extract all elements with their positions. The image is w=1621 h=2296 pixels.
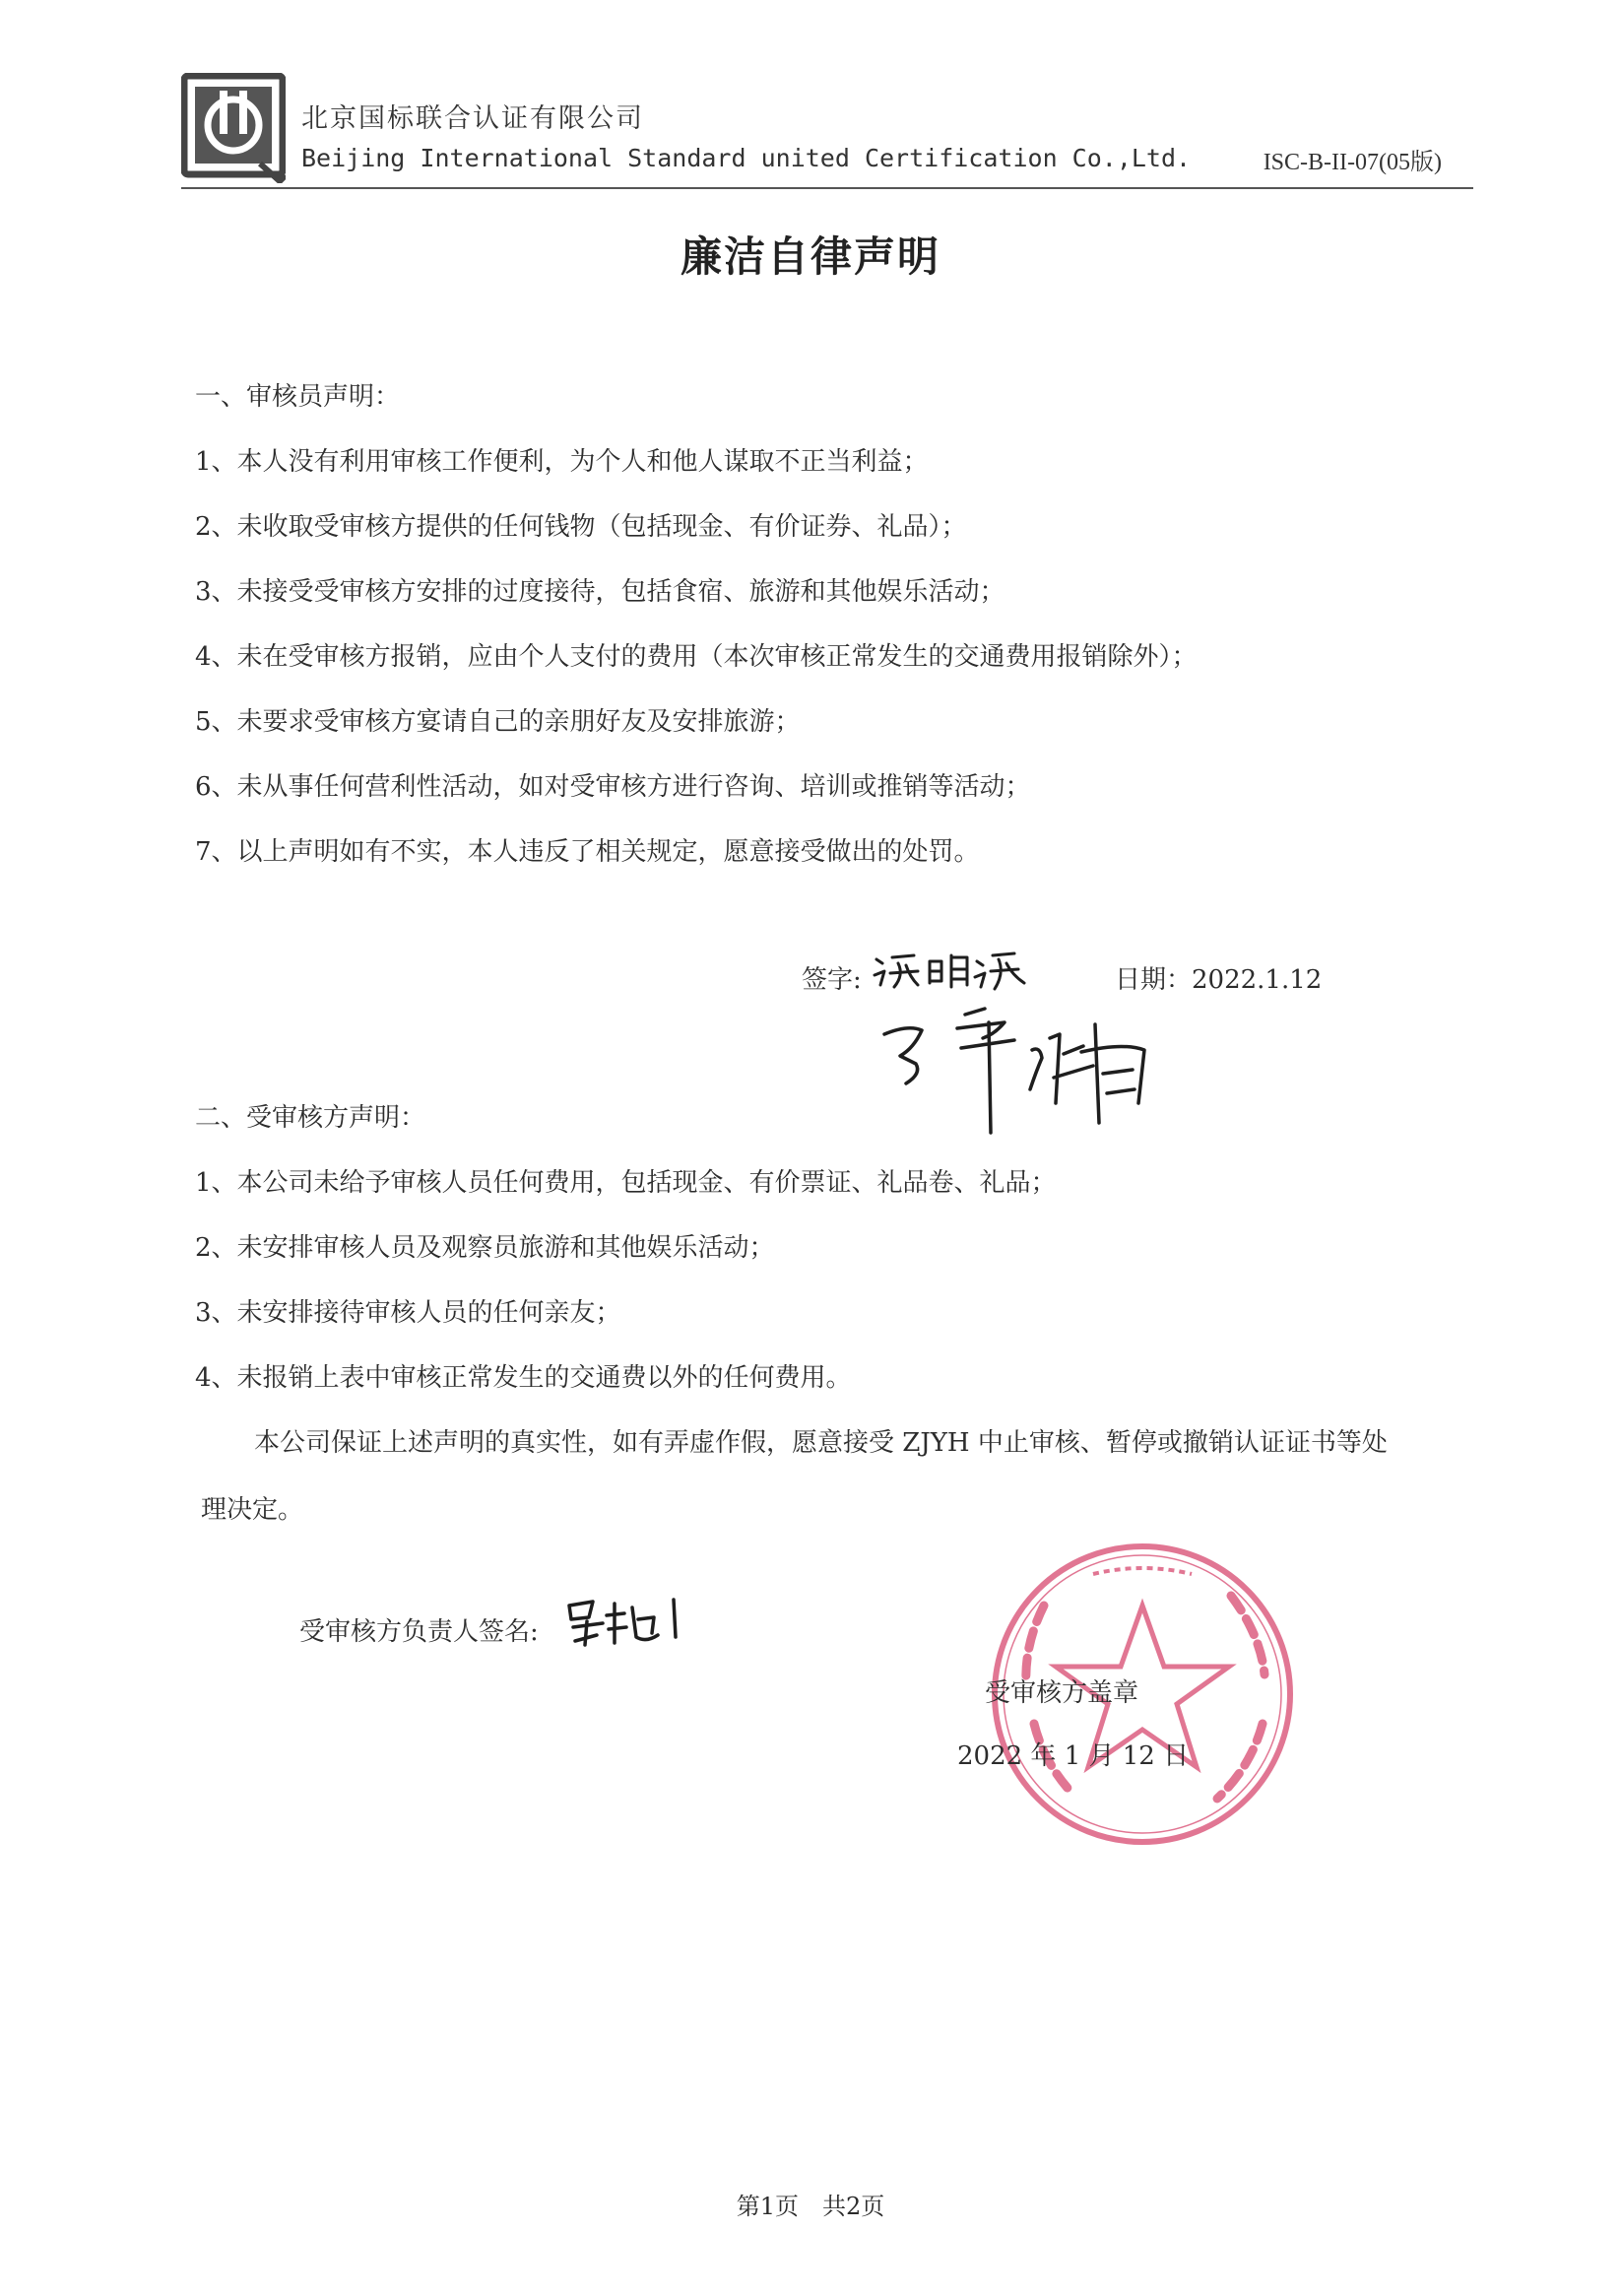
auditor-item: 5、未要求受审核方宴请自己的亲朋好友及安排旅游； <box>195 707 801 737</box>
document-code: ISC-B-II-07(05版) <box>1263 150 1442 175</box>
auditor-item: 2、未收取受审核方提供的任何钱物（包括现金、有价证券、礼品）； <box>195 512 967 542</box>
handwritten-signature <box>563 1594 691 1651</box>
auditee-guarantee-cont: 理决定。 <box>201 1495 304 1525</box>
handwritten-signature <box>867 995 1162 1143</box>
auditor-item: 4、未在受审核方报销，应由个人支付的费用（本次审核正常发生的交通费用报销除外）； <box>195 642 1198 672</box>
auditor-item: 1、本人没有利用审核工作便利，为个人和他人谋取不正当利益； <box>195 447 929 477</box>
auditor-section-heading: 一、审核员声明： <box>195 382 401 412</box>
auditor-sign-label: 签字: <box>802 965 862 995</box>
company-name-en: Beijing International Standard united Certification Co.,Ltd. <box>301 144 1192 172</box>
auditee-item: 2、未安排审核人员及观察员旅游和其他娱乐活动； <box>195 1233 775 1263</box>
auditor-item: 6、未从事任何营利性活动，如对受审核方进行咨询、培训或推销等活动； <box>195 772 1031 802</box>
seal-label: 受审核方盖章 <box>985 1678 1139 1708</box>
auditee-section-heading: 二、受审核方声明： <box>195 1103 426 1133</box>
company-name-cn: 北京国标联合认证有限公司 <box>301 103 644 134</box>
header-divider <box>181 187 1473 189</box>
auditee-responsible-label: 受审核方负责人签名: <box>299 1617 539 1647</box>
page-title: 廉洁自律声明 <box>680 232 940 281</box>
auditor-item: 3、未接受受审核方安排的过度接待，包括食宿、旅游和其他娱乐活动； <box>195 577 1005 607</box>
auditor-item: 7、以上声明如有不实，本人违反了相关规定，愿意接受做出的处罚。 <box>195 837 980 867</box>
auditee-item: 4、未报销上表中审核正常发生的交通费以外的任何费用。 <box>195 1363 852 1393</box>
isc-logo-icon <box>181 73 286 183</box>
auditee-item: 1、本公司未给予审核人员任何费用，包括现金、有价票证、礼品卷、礼品； <box>195 1168 1057 1198</box>
seal-date: 2022 年 1 月 12 日 <box>957 1741 1190 1771</box>
handwritten-signature <box>871 946 1028 995</box>
auditor-sign-date: 日期：2022.1.12 <box>1115 965 1323 995</box>
auditee-guarantee: 本公司保证上述声明的真实性，如有弄虚作假，愿意接受 ZJYH 中止审核、暂停或撤销认证证书等处 <box>254 1428 1388 1458</box>
page-number: 第1页 共2页 <box>736 2193 885 2220</box>
auditee-item: 3、未安排接待审核人员的任何亲友； <box>195 1298 621 1328</box>
